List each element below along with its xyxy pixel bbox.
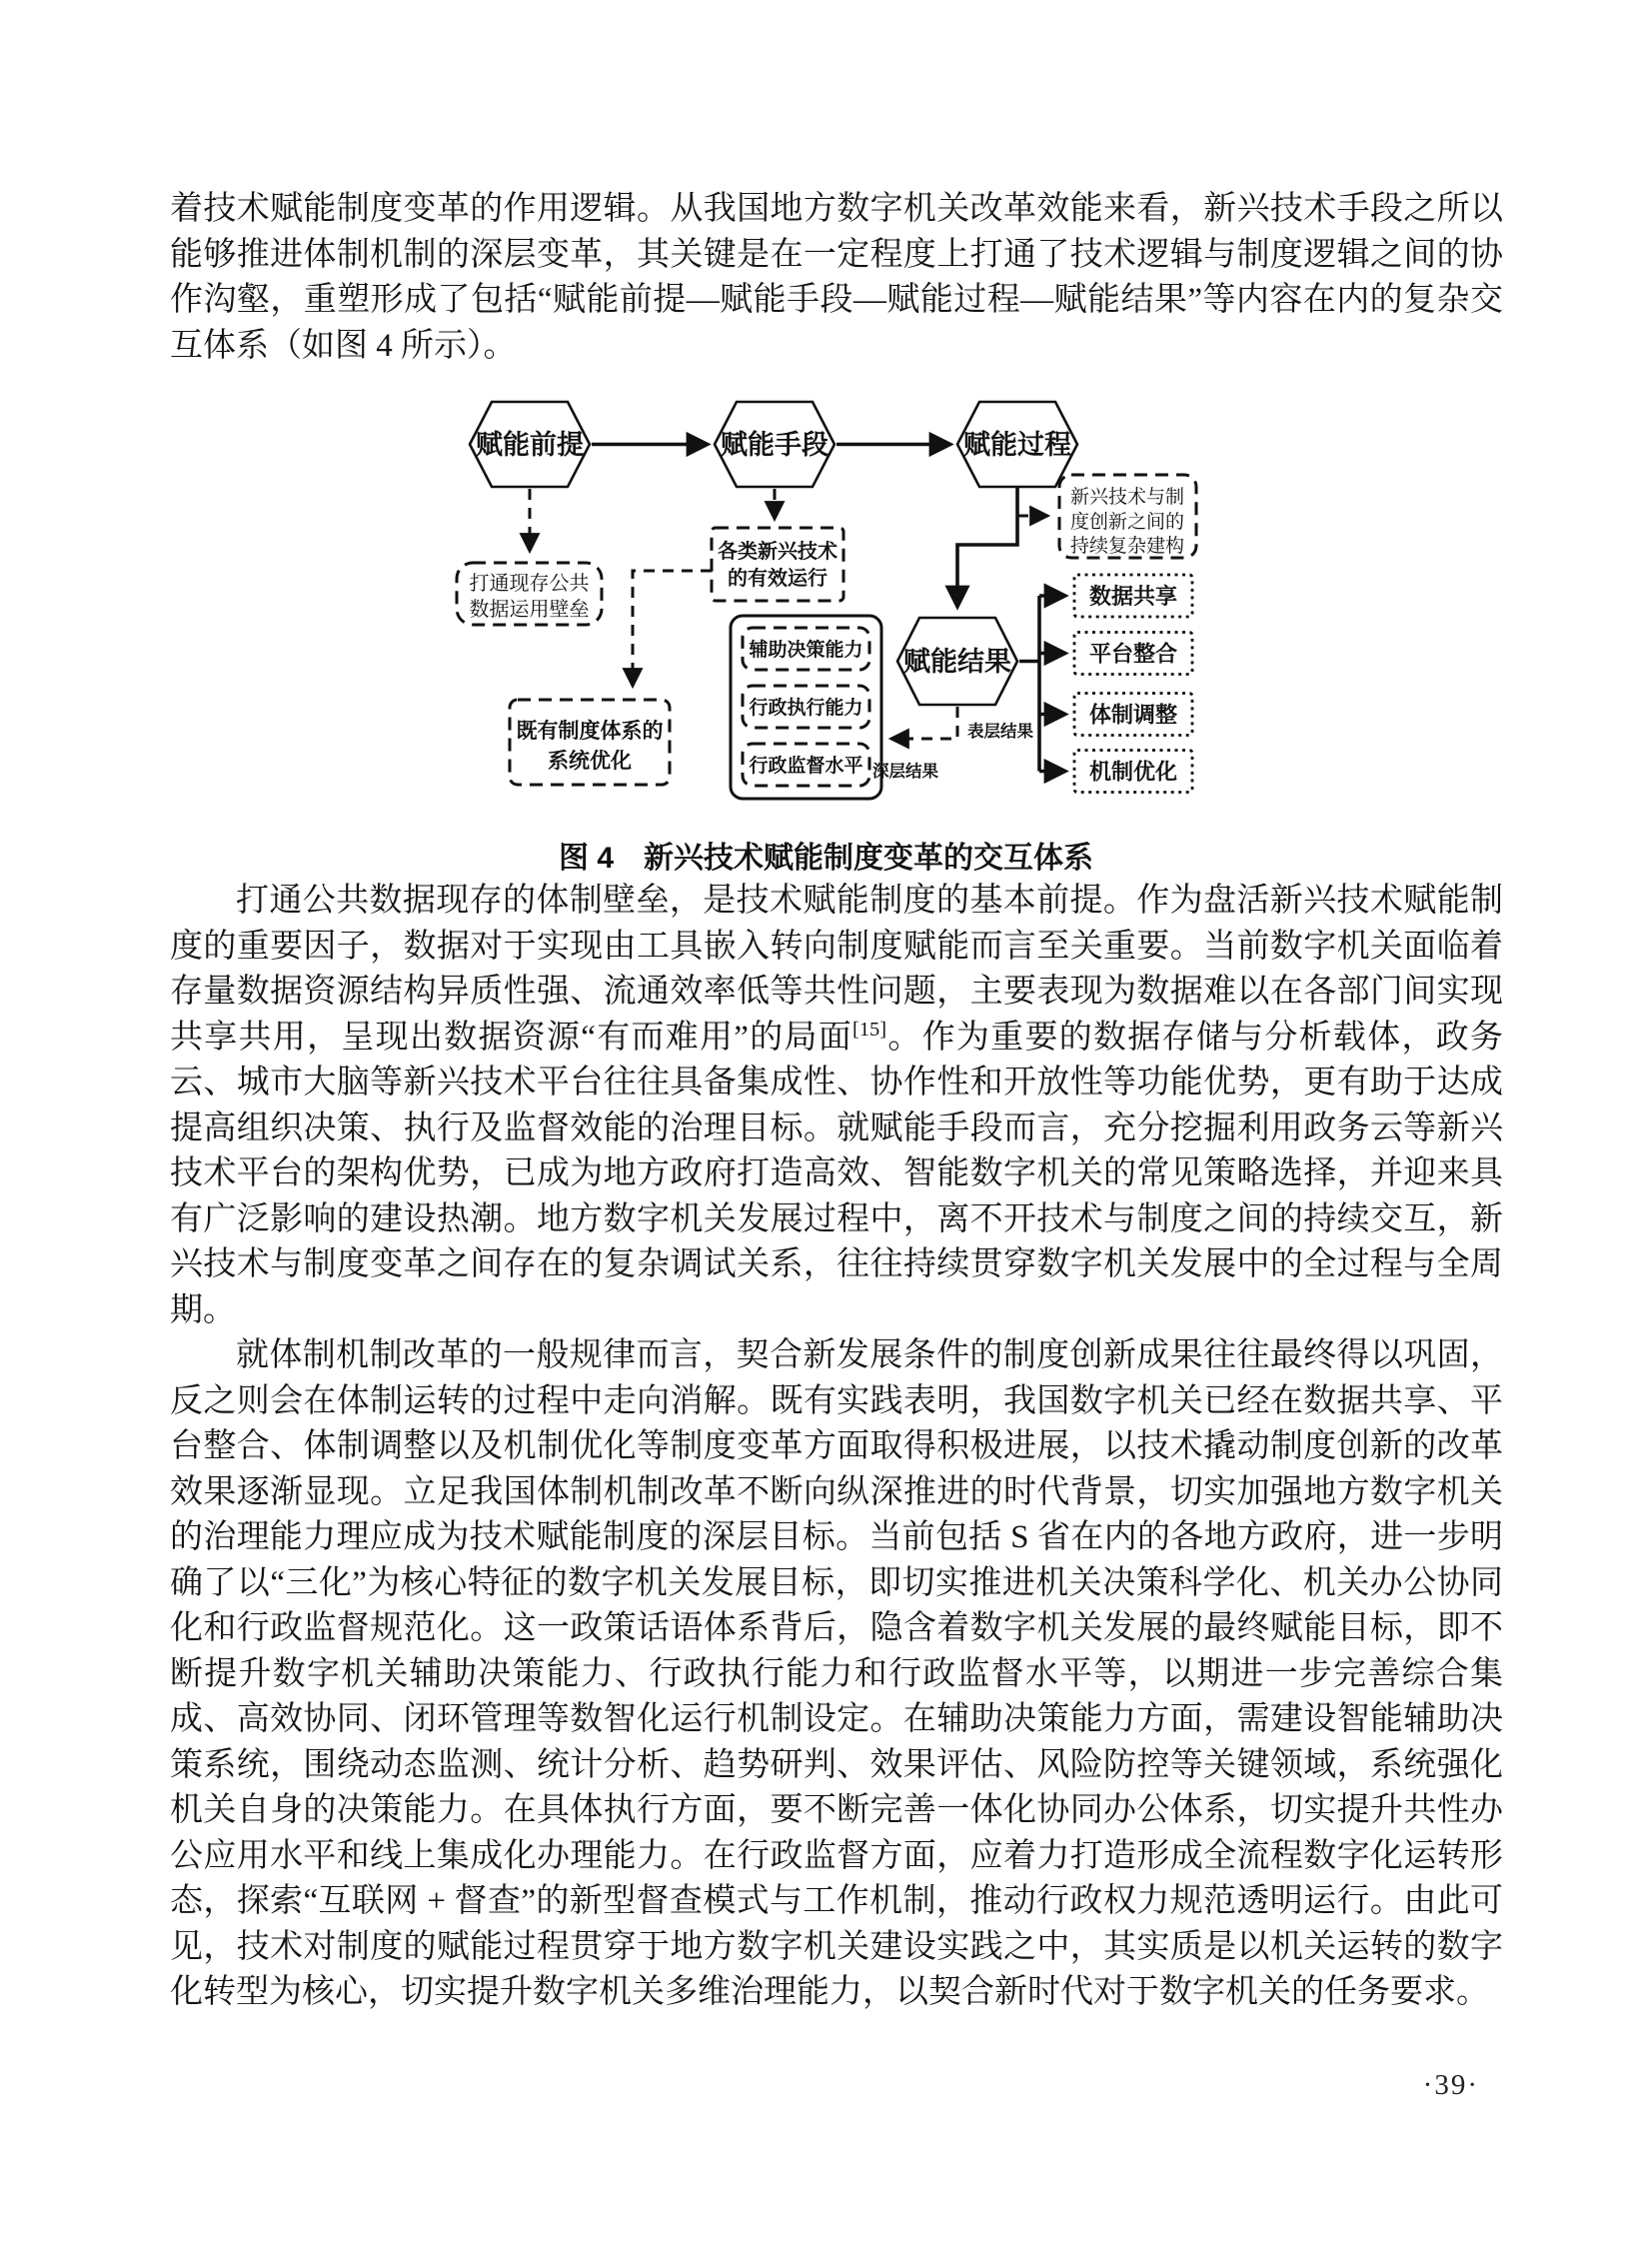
box-emerging-tech <box>712 528 843 601</box>
surface-result-label: 表层结果 <box>967 722 1033 741</box>
paragraph-2-post: 。作为重要的数据存储与分析载体，政务云、城市大脑等新兴技术平台往往具备集成性、协作性和开放性等功能优势，更有助于达成提高组织决策、执行及监督效能的治理目标。就赋能手段而言，充分挖掘利用政务云等新兴技术平台的架构优势，已成为地方政府打造高效、智能数字机关的常见策略选择，并迎来具有广泛影响的建设热潮。地方数字机关发展过程中，离不开技术与制度之间的持续交互，新兴技术与制度变革之间存在的复杂调试关系，往往持续贯穿数字机关发展中的全过程与全周期。 <box>170 1019 1504 1328</box>
paragraph-2-pre: 打通公共数据现存的体制壁垒，是技术赋能制度的基本前提。作为盘活新兴技术赋能制度的重要因子，数据对于实现由工具嵌入转向制度赋能而言至关重要。当前数字机关面临着存量数据资源结构异质性强、流通效率低等共性问题，主要表现为数据难以在各部门间实现共享共用，呈现出数据资源“有而难用”的局面 <box>170 883 1503 1056</box>
box-construction-line2: 度创新之间的 <box>1069 512 1185 533</box>
top-paragraph: 着技术赋能制度变革的作用逻辑。从我国地方数字机关改革效能来看，新兴技术手段之所以能够推进体制机制的深层变革，其关键是在一定程度上打通了技术逻辑与制度逻辑之间的协作沟壑，重塑形成了包括“赋能前提—赋能手段—赋能过程—赋能结果”等内容在内的复杂交互体系（如图 4 所示）。 <box>170 191 1503 364</box>
box-system-optimization-line2: 系统优化 <box>548 750 632 773</box>
box-outcome-platform-integration-label: 平台整合 <box>1088 641 1178 667</box>
citation-15: [15] <box>852 1018 887 1041</box>
box-capability-supervision-label: 行政监督水平 <box>749 756 863 777</box>
hexagon-empower-premise-label: 赋能前提 <box>476 430 584 460</box>
box-capability-decision-label: 辅助决策能力 <box>749 640 863 661</box>
box-emerging-tech-line2: 的有效运行 <box>728 568 827 590</box>
box-data-barrier-line2: 数据运用壁垒 <box>469 599 590 621</box>
flowchart-svg <box>450 396 1209 810</box>
box-outcome-system-adjustment-label: 体制调整 <box>1088 702 1178 728</box>
box-capability-execution-label: 行政执行能力 <box>749 698 863 719</box>
paragraph-3: 就体制机制改革的一般规律而言，契合新发展条件的制度创新成果往往最终得以巩固，反之则会在体制运转的过程中走向消解。既有实践表明，我国数字机关已经在数据共享、平台整合、体制调整以及机制优化等制度变革方面取得积极进展，以技术撬动制度创新的改革效果逐渐显现。立足我国体制机制改革不断向纵深推进的时代背景，切实加强地方数字机关的治理能力理应成为技术赋能制度的深层目标。当前包括 S 省在内的各地方政府，进一步明确了以“三化”为核心特征的数字机关发展目标，即切实推进机关决策科学化、机关办公协同化和行政监督规范化。这一政策话语体系背后，隐含着数字机关发展的最终赋能目标，即不断提升数字机关辅助决策能力、行政执行能力和行政监督水平等，以期进一步完善综合集成、高效协同、闭环管理等数智化运行机制设定。在辅助决策能力方面，需建设智能辅助决策系统，围绕动态监测、统计分析、趋势研判、效果评估、风险防控等关键领域，系统强化机关自身的决策能力。在具体执行方面，要不断完善一体化协同办公体系，切实提升共性办公应用水平和线上集成化办理能力。在行政监督方面，应着力打造形成全流程数字化运转形态，探索“互联网 + 督查”的新型督查模式与工作机制，推动行政权力规范透明运行。由此可见，技术对制度的赋能过程贯穿于地方数字机关建设实践之中，其实质是以机关运转的数字化转型为核心，切实提升数字机关多维治理能力，以契合新时代对于数字机关的任务要求。 <box>170 1337 1503 2010</box>
box-emerging-tech-line1: 各类新兴技术 <box>718 541 837 563</box>
hexagon-empower-means-label: 赋能手段 <box>721 430 828 460</box>
body-text <box>170 879 1503 2016</box>
box-construction-line3: 持续复杂建构 <box>1069 536 1185 557</box>
arrow-result-to-capabilities <box>891 707 957 739</box>
figure-caption: 图 4 新兴技术赋能制度变革的交互体系 <box>558 842 1094 875</box>
deep-result-label: 深层结果 <box>872 762 938 781</box>
box-system-optimization-line1: 既有制度体系的 <box>516 720 664 743</box>
box-data-barrier-line1: 打通现存公共 <box>469 573 590 595</box>
box-outcome-mechanism-optimization-label: 机制优化 <box>1088 759 1178 785</box>
page-number: ·39· <box>1422 2069 1479 2101</box>
arrow-process-to-result <box>957 487 1017 607</box>
arrow-tech-to-system-optimization <box>633 571 712 686</box>
box-outcome-data-sharing-label: 数据共享 <box>1088 584 1178 609</box>
hexagon-empower-process-label: 赋能过程 <box>963 430 1071 460</box>
paragraph-2 <box>170 879 1503 1333</box>
box-construction-line1: 新兴技术与制 <box>1069 487 1185 508</box>
hexagon-empower-result-label: 赋能结果 <box>903 647 1011 677</box>
figure-4-diagram <box>450 396 1209 810</box>
